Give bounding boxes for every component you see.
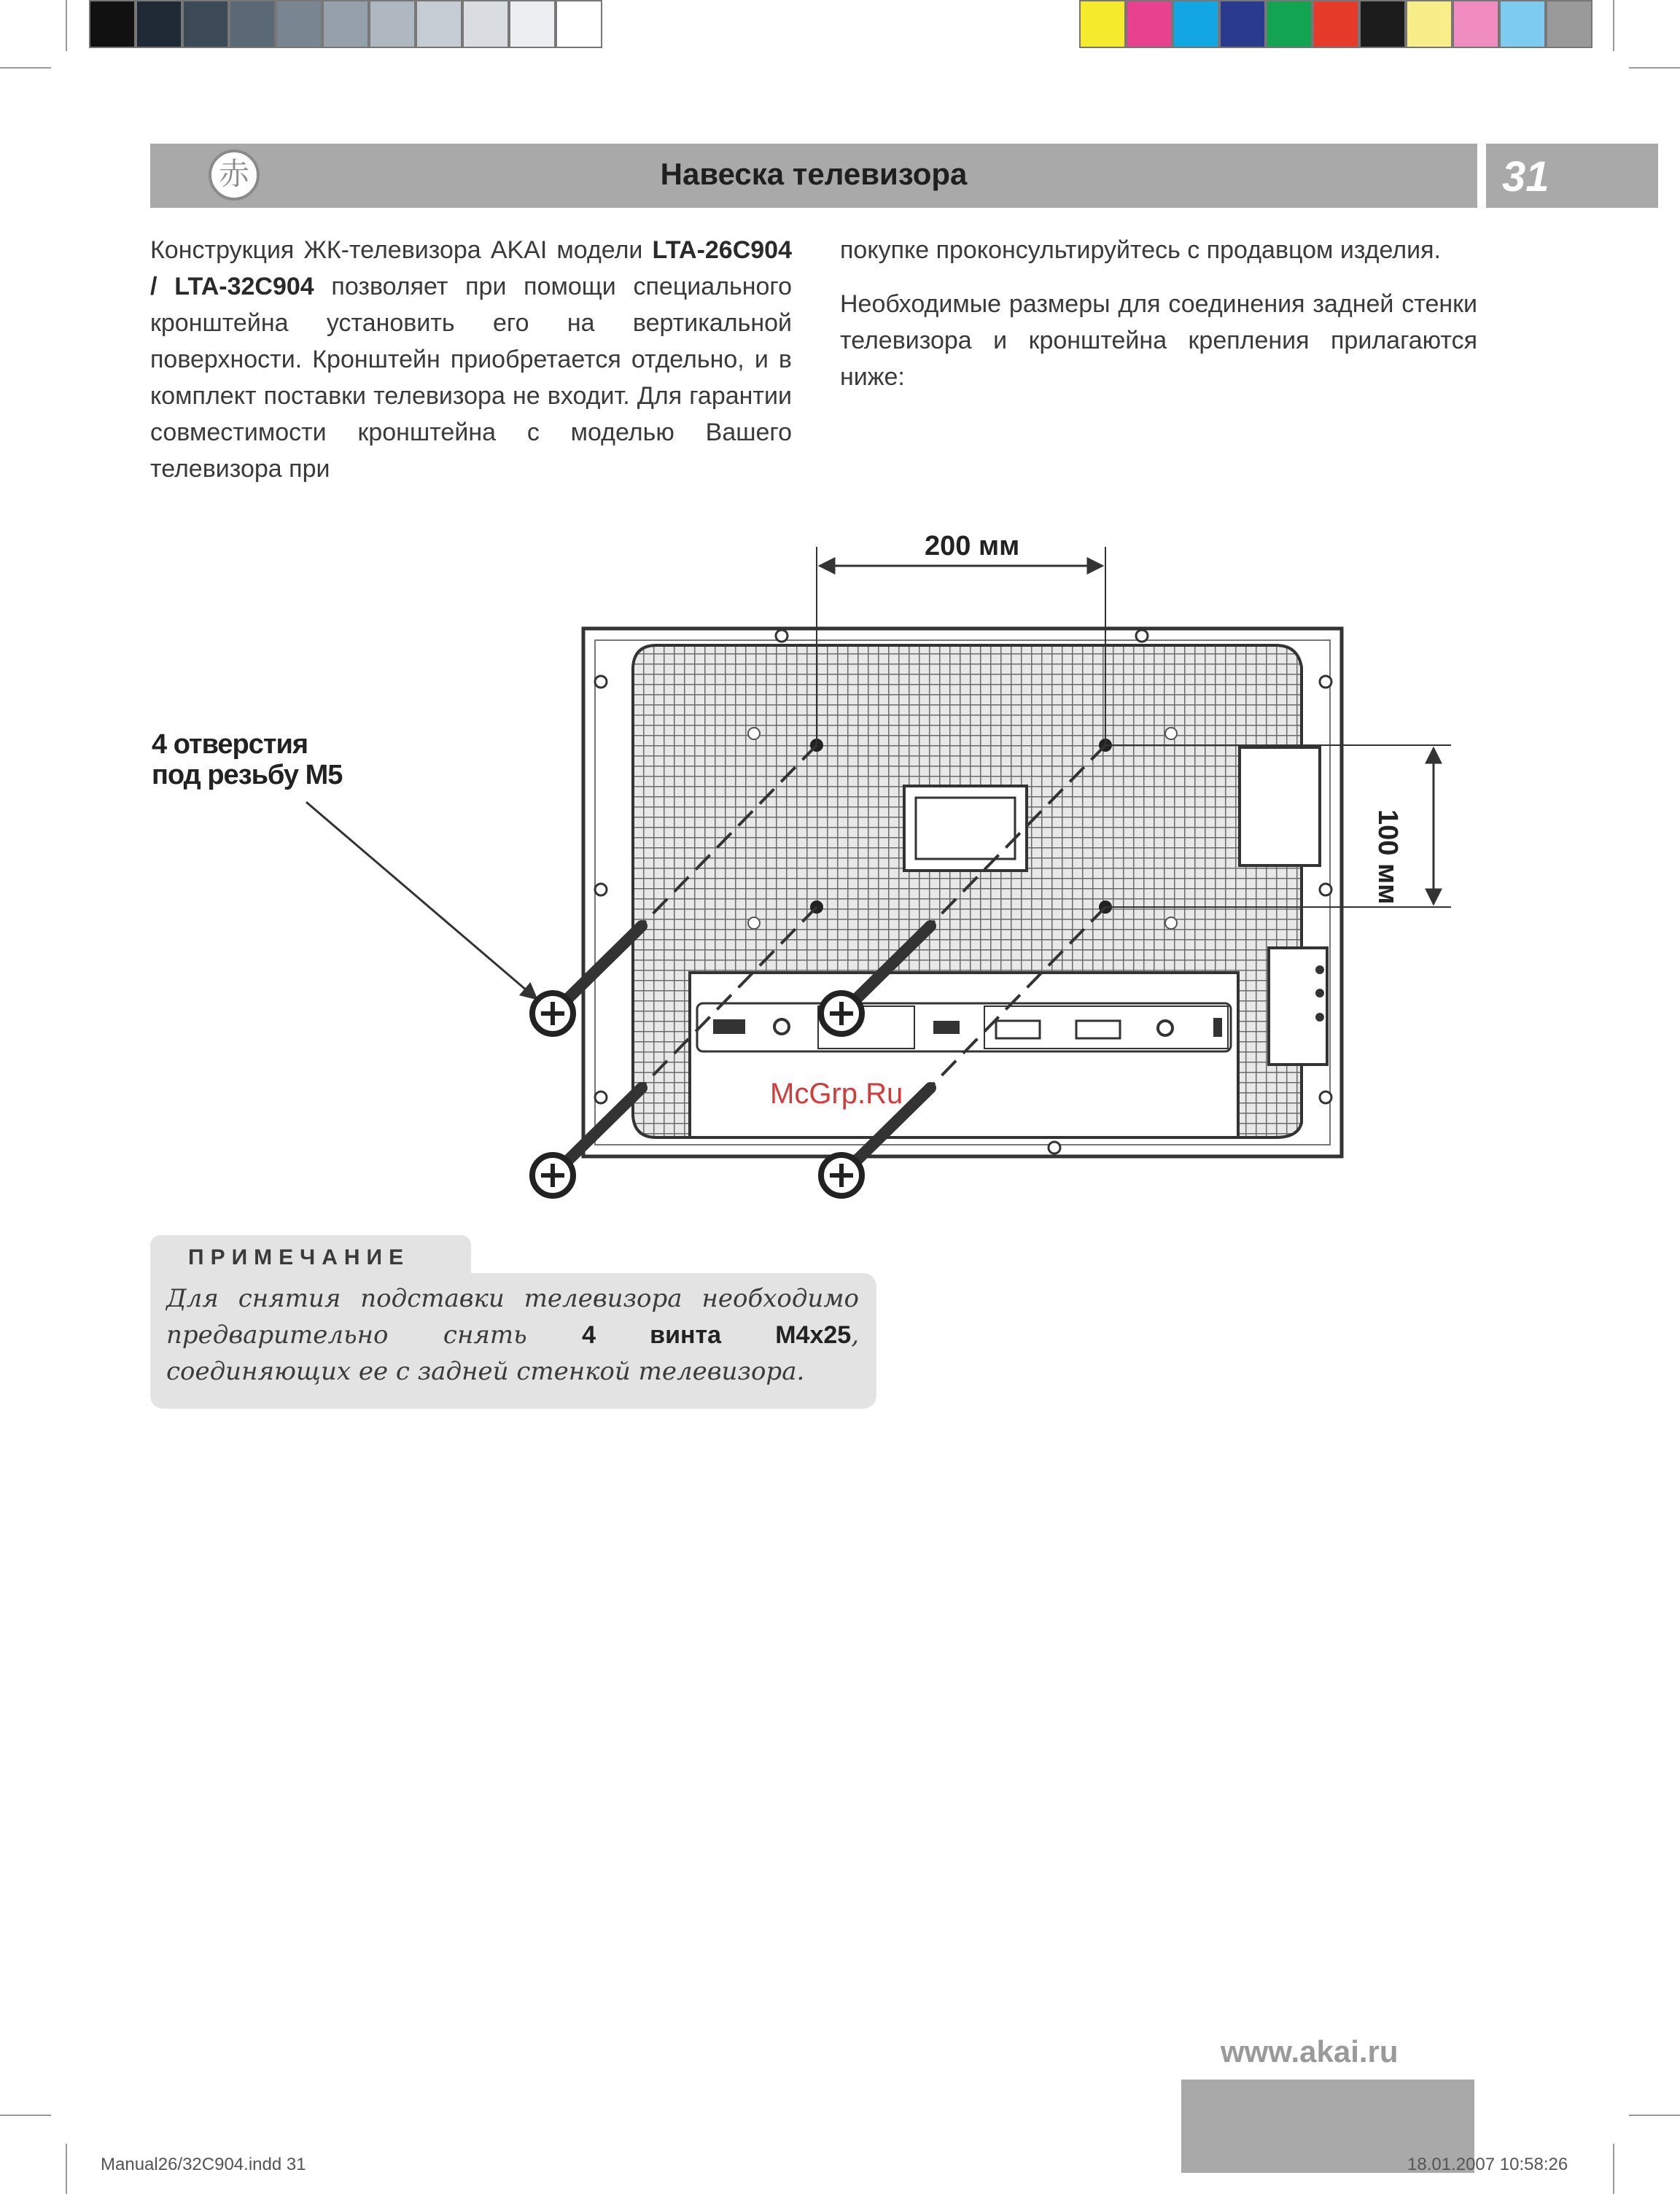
note-text: Для снятия подставки телевизора необходимо предварительно снять 4 винта M4x25, соединяющих ее с задней стенкой телевизора.: [166, 1284, 859, 1386]
callout-line: 4 отверстия: [152, 729, 308, 760]
akai-logo-icon: 赤: [209, 149, 260, 201]
holes-callout: [152, 729, 342, 790]
connector-icon: [713, 1019, 745, 1034]
website-link[interactable]: www.akai.ru: [1221, 2034, 1399, 2069]
side-module: [1240, 747, 1320, 865]
slug-timestamp: 18.01.2007 10:58:26: [1407, 2155, 1568, 2174]
dimension-100mm-label: 100 мм: [1372, 809, 1403, 905]
callout-line: под резьбу М5: [152, 760, 343, 790]
connector-icon: [1213, 1018, 1222, 1037]
connector-icon: [996, 1021, 1040, 1038]
dimension-200mm-label: 200 мм: [925, 531, 1020, 561]
body-paragraph: покупке проконсультируйтесь с продавцом изделия.: [840, 236, 1441, 264]
slug-filename: Manual26/32C904.indd 31: [101, 2155, 306, 2174]
connector-icon: [933, 1021, 960, 1034]
page-title: Навеска телевизора: [660, 157, 968, 191]
page-number: 31: [1502, 153, 1549, 201]
note-label: ПРИМЕЧАНИЕ: [188, 1245, 411, 1269]
body-paragraph: Необходимые размеры для соединения задней стенки телевизора и кронштейна крепления прилагаются ниже:: [840, 290, 1477, 391]
connector-panel: [690, 973, 1238, 1137]
model-name: LTA-26C904: [652, 236, 792, 264]
watermark: McGrp.Ru: [770, 1078, 903, 1110]
screw-spec: 4 винта M4x25: [582, 1321, 852, 1349]
body-paragraph: Конструкция ЖК-телевизора AKAI модели LTA-26C904 / LTA-32C904 позволяет при помощи специального кронштейна установить его на вертикальной поверхности. Кронштейн приобретается отдельно, и в комплект поставки телевизора не входит. Для гарантии совместимости кронштейна с моделью Вашего телевизора при: [150, 236, 792, 483]
model-name: LTA-32C904: [174, 273, 314, 300]
side-panel: [1269, 948, 1327, 1065]
connector-icon: [1076, 1021, 1120, 1038]
